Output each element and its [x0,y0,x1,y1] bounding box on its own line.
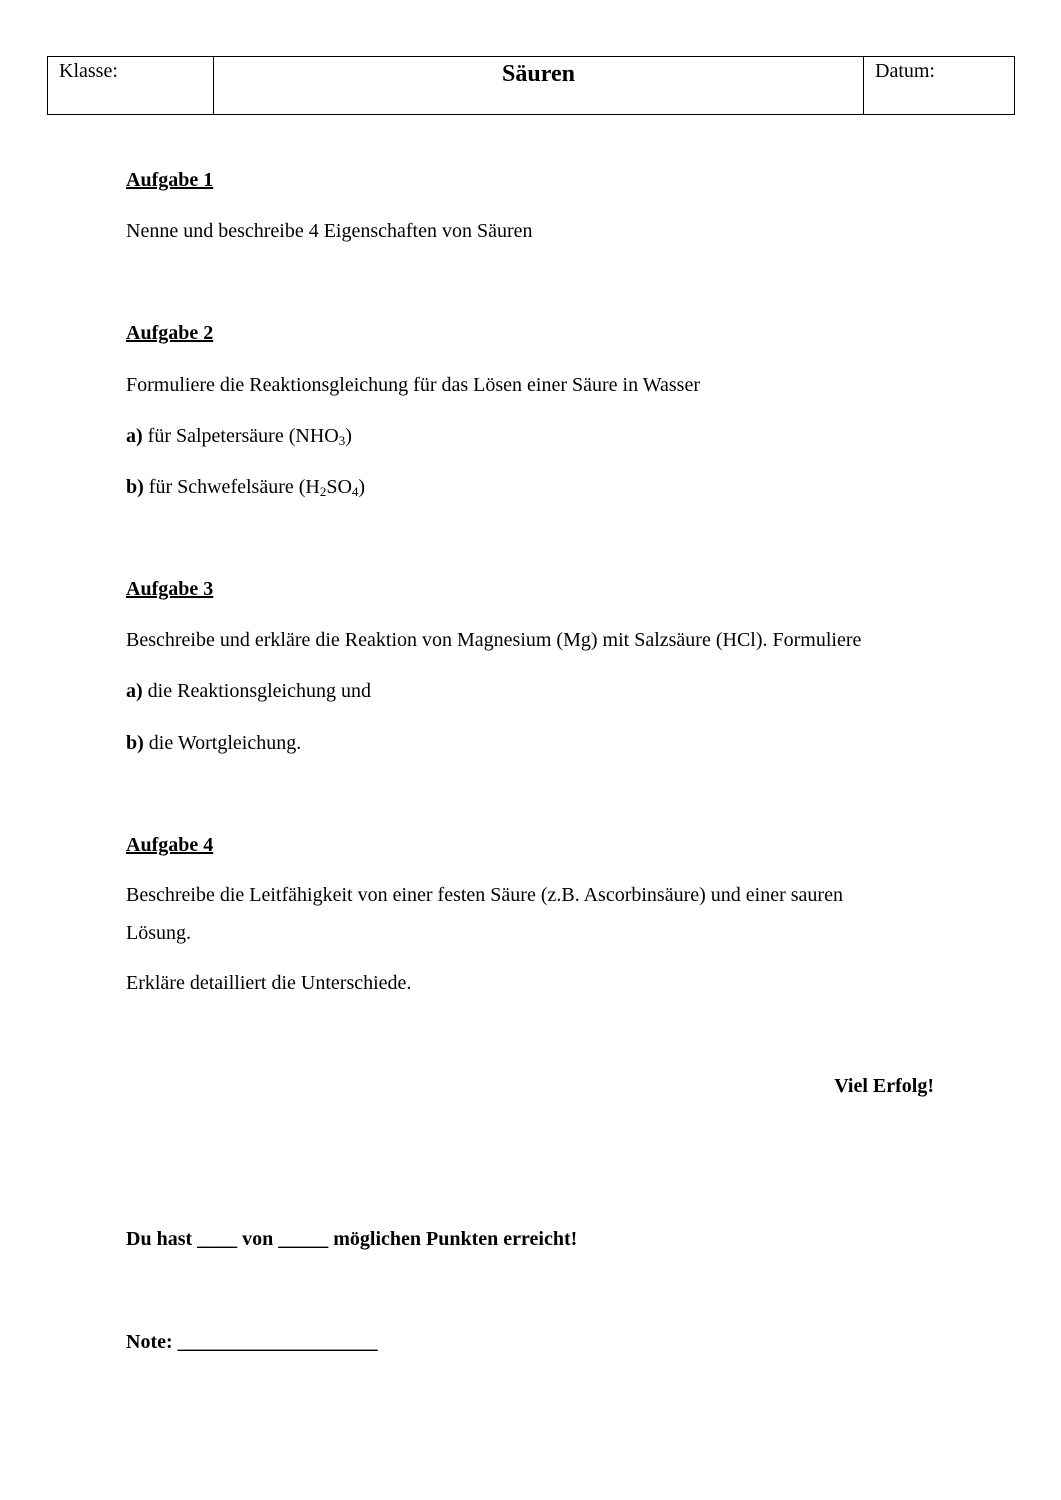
task-2-title: Aufgabe 2 [126,322,214,344]
task-2-part-a [126,424,352,448]
task-2-part-a-text: für Salpetersäure (NHO [142,425,339,447]
task-4-text-line1: Beschreibe die Leitfähigkeit von einer festen Säure (z.B. Ascorbinsäure) und einer sauren [126,884,843,906]
task-4-text-line3: Erkläre detailliert die Unterschiede. [126,972,412,994]
task-2-part-b-sub2: 4 [351,484,359,499]
task-2-part-b-label: b) [126,476,144,498]
task-3-part-b-label: b) [126,732,144,754]
datum-cell [864,57,1015,115]
task-4-text-line2: Lösung. [126,922,191,944]
task-2-part-b-text: für Schwefelsäure (H [143,476,320,498]
klasse-label: Klasse: [59,60,118,82]
task-1-text: Nenne und beschreibe 4 Eigenschaften von Säuren [126,220,533,242]
klasse-cell [48,57,214,115]
grade-line: Note: ____________________ [126,1331,378,1353]
task-3-part-a [126,679,371,703]
score-line: Du hast ____ von _____ möglichen Punkten erreicht! [126,1228,578,1250]
title-cell [214,57,864,115]
task-3-title: Aufgabe 3 [126,578,214,600]
datum-label: Datum: [875,60,935,82]
task-2-part-b [126,475,365,499]
task-2-part-b-sub1: 2 [319,484,327,499]
task-3-part-b [126,731,301,755]
task-2-part-b-end: ) [358,476,366,498]
task-2-part-a-end: ) [345,425,352,447]
task-3-text: Beschreibe und erkläre die Reaktion von Magnesium (Mg) mit Salzsäure (HCl). Formuliere [126,629,862,651]
task-2-text: Formuliere die Reaktionsgleichung für das Lösen einer Säure in Wasser [126,374,700,396]
task-3-part-a-label: a) [126,680,143,702]
task-3-part-a-text: die Reaktionsgleichung und [142,680,371,702]
task-4-title: Aufgabe 4 [126,834,214,856]
task-2-part-a-sub: 3 [338,433,346,448]
task-2-part-b-mid: SO [326,476,352,498]
task-1-title: Aufgabe 1 [126,169,214,191]
header-table [47,56,1015,115]
closing-text: Viel Erfolg! [834,1075,934,1097]
task-3-part-b-text: die Wortgleichung. [143,732,302,754]
page-title: Säuren [502,61,575,87]
task-2-part-a-label: a) [126,425,143,447]
